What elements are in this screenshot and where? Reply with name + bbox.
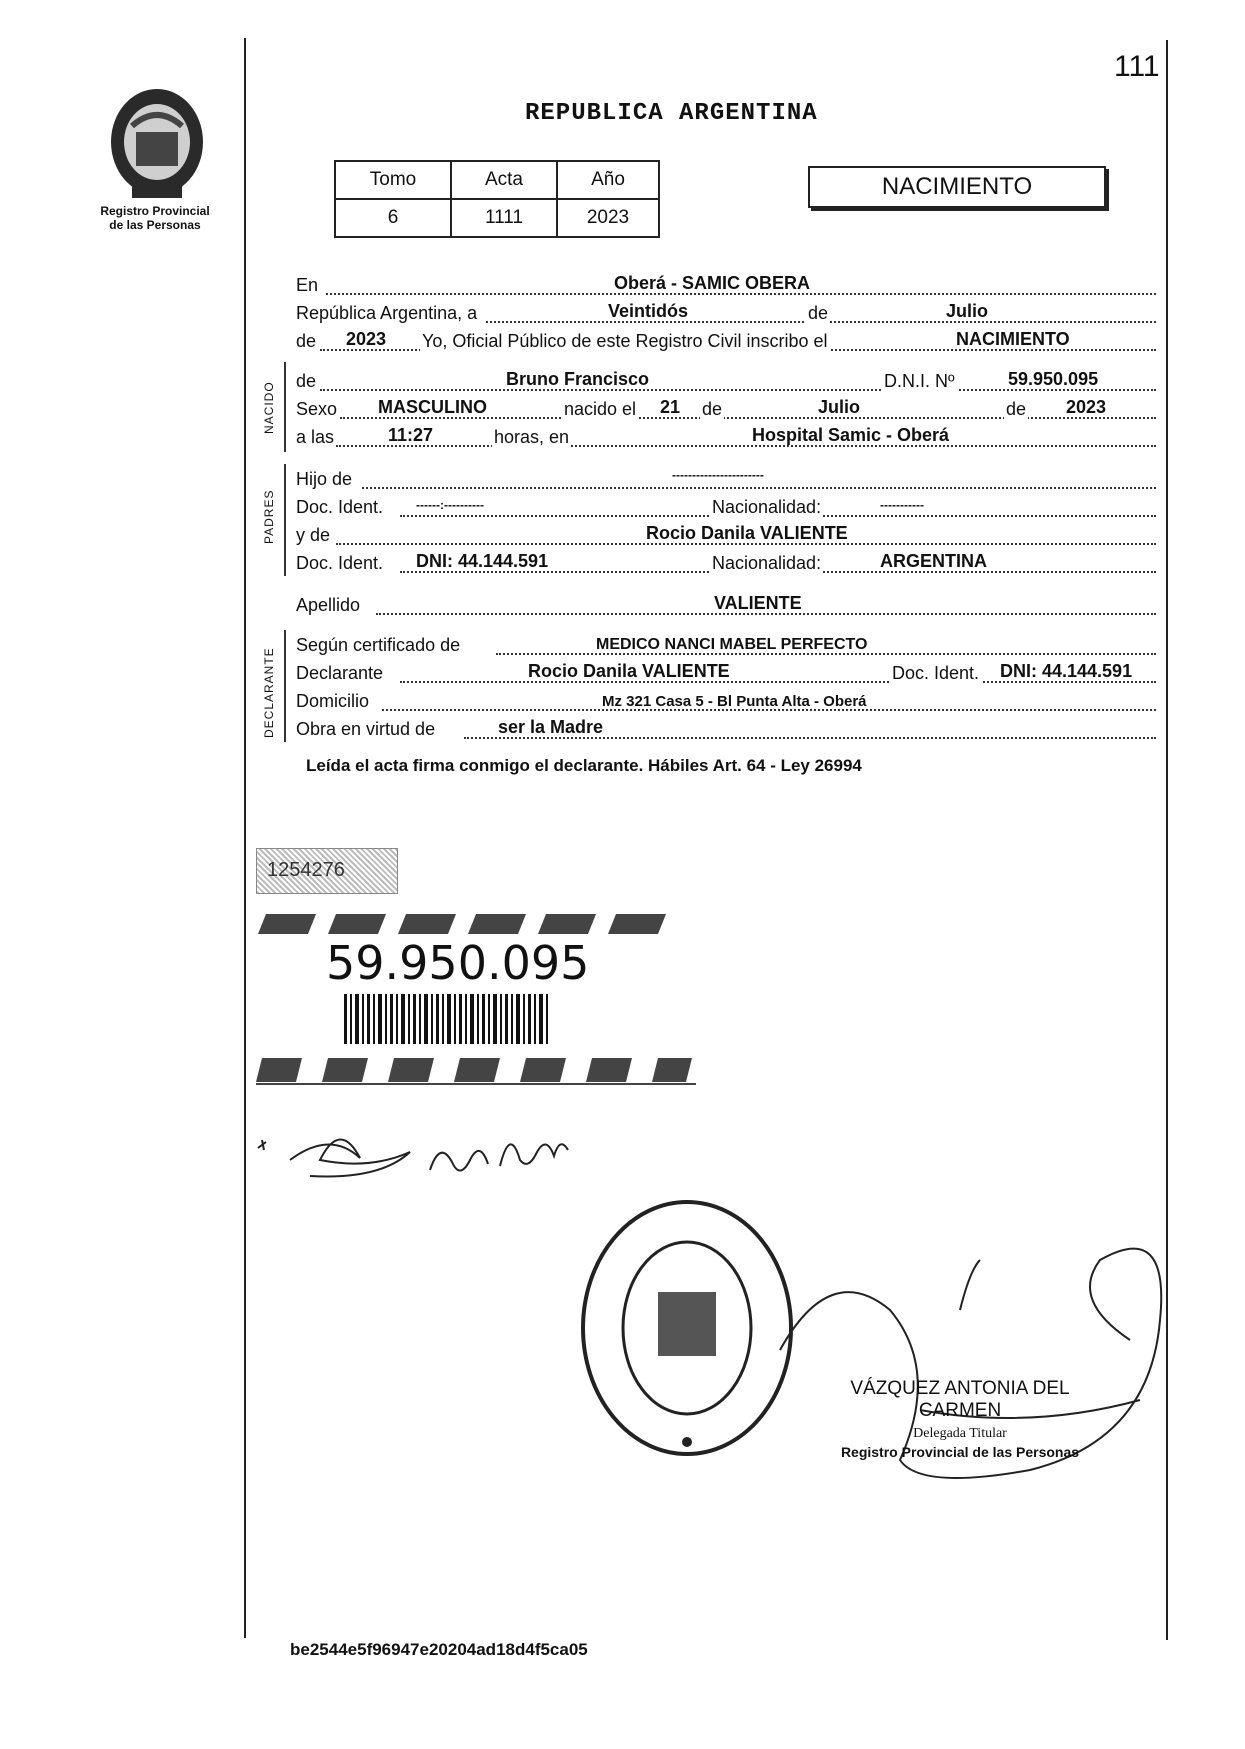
- certificado-label: Según certificado de: [296, 635, 461, 655]
- row-nacido-hora: [296, 424, 1156, 450]
- anio-value: 2023: [346, 329, 387, 349]
- certificado-value: MEDICO NANCI MABEL PERFECTO: [596, 636, 868, 653]
- madre-doc: DNI: 44.144.591: [416, 551, 549, 571]
- domicilio-value: Mz 321 Casa 5 - Bl Punta Alta - Oberá: [602, 693, 867, 710]
- legal-notice: Leída el acta firma conmigo el declarante. Hábiles Art. 64 - Ley 26994: [306, 756, 862, 775]
- value-anio: 2023: [557, 199, 659, 237]
- nacido-bracket: [284, 362, 286, 452]
- value-acta: 1111: [451, 199, 557, 237]
- registry-seal-icon: [578, 1196, 796, 1460]
- apellido-label: Apellido: [296, 595, 361, 615]
- padre-nac-label: Nacionalidad:: [712, 497, 822, 517]
- padre-nac: -----------: [880, 498, 924, 512]
- row-madre-doc: [296, 550, 1156, 576]
- dia-letras: Veintidós: [608, 301, 689, 321]
- row-en: [296, 272, 1156, 298]
- province-logo: [92, 86, 222, 206]
- row-madre: [296, 522, 1156, 548]
- declarant-signature: [250, 1100, 590, 1190]
- hora-label: a las: [296, 427, 335, 447]
- hora-value: 11:27: [388, 425, 434, 445]
- madre-nombre: Rocio Danila VALIENTE: [646, 523, 848, 543]
- registry-table-values: [335, 199, 659, 237]
- madre-doc-label: Doc. Ident.: [296, 553, 384, 573]
- nacido-dni: 59.950.095: [1008, 369, 1099, 389]
- page-number: 111: [1114, 50, 1160, 83]
- row-yo: [296, 328, 1156, 354]
- row-obra: [296, 716, 1156, 742]
- document-type-box: NACIMIENTO: [808, 166, 1106, 208]
- hijo-de-label: Hijo de: [296, 469, 353, 489]
- row-certificado: [296, 632, 1156, 658]
- declarante-bracket: [284, 630, 286, 742]
- declarante-doc-label: Doc. Ident.: [892, 663, 980, 683]
- padre-doc-label: Doc. Ident.: [296, 497, 384, 517]
- sticker-small-code: 1254276: [267, 859, 345, 881]
- horas-en-label: horas, en: [494, 427, 570, 447]
- signer-role: Delegada Titular: [913, 1426, 1007, 1441]
- misiones-seal-icon: [92, 86, 222, 206]
- row-hijo-de: [296, 466, 1156, 492]
- row-apellido: [296, 592, 1156, 618]
- logo-caption-line1: Registro Provincial: [100, 204, 210, 218]
- nacido-section-label: NACIDO: [262, 381, 276, 434]
- nacido-mes: Julio: [818, 397, 861, 417]
- sexo-label: Sexo: [296, 399, 338, 419]
- sticker-small-code-box: [256, 848, 398, 894]
- domicilio-label: Domicilio: [296, 691, 370, 711]
- declarante-label: Declarante: [296, 663, 384, 683]
- nacido-de3-label: de: [1006, 399, 1027, 419]
- sticker-id-number: 59.950.095: [326, 936, 590, 990]
- signer-office: Registro Provincial de las Personas: [840, 1444, 1080, 1460]
- madre-yde-label: y de: [296, 525, 331, 545]
- official-seal: [578, 1196, 796, 1460]
- signer-block: [820, 1378, 1100, 1460]
- obra-label: Obra en virtud de: [296, 719, 436, 739]
- registry-table-header: [335, 161, 659, 199]
- nacido-nombre: Bruno Francisco: [506, 369, 650, 389]
- logo-caption: [90, 204, 220, 232]
- republica-label: República Argentina, a: [296, 303, 478, 323]
- barcode-icon: [344, 994, 564, 1044]
- page-title: REPUBLICA ARGENTINA: [525, 100, 818, 127]
- value-tomo: 6: [335, 199, 451, 237]
- madre-nac-label: Nacionalidad:: [712, 553, 822, 573]
- de-label: de: [808, 303, 829, 323]
- header-anio: Año: [557, 161, 659, 199]
- declarante-section-label: DECLARANTE: [262, 647, 276, 738]
- row-declarante: [296, 660, 1156, 686]
- lugar-value: Hospital Samic - Oberá: [752, 425, 950, 445]
- declarante-value: Rocio Danila VALIENTE: [528, 661, 730, 681]
- en-label: En: [296, 275, 319, 295]
- apellido-value: VALIENTE: [714, 593, 802, 613]
- declarante-doc: DNI: 44.144.591: [1000, 661, 1133, 681]
- padre-nombre: -----------------------: [672, 468, 764, 482]
- id-sticker: [256, 848, 696, 1098]
- registry-table: [334, 160, 660, 238]
- dni-label: D.N.I. Nº: [884, 371, 955, 391]
- sticker-bottom-pattern: [256, 1054, 696, 1086]
- nacido-anio: 2023: [1066, 397, 1107, 417]
- padres-bracket: [284, 464, 286, 576]
- obra-value: ser la Madre: [498, 717, 604, 737]
- sticker-top-pattern: [256, 910, 696, 938]
- row-nacido-sexo: [296, 396, 1156, 422]
- de2-label: de: [296, 331, 317, 351]
- nacido-dia: 21: [660, 397, 681, 417]
- row-republica: [296, 300, 1156, 326]
- header-acta: Acta: [451, 161, 557, 199]
- row-padre-doc: [296, 494, 1156, 520]
- padre-doc: ------:----------: [416, 498, 484, 512]
- signer-name: VÁZQUEZ ANTONIA DEL CARMEN: [850, 1378, 1070, 1421]
- left-margin-line: [244, 38, 246, 1638]
- header-tomo: Tomo: [335, 161, 451, 199]
- yo-text: Yo, Oficial Público de este Registro Civil inscribo el: [422, 331, 828, 351]
- nacido-de-label: de: [296, 371, 317, 391]
- mes-value: Julio: [946, 301, 989, 321]
- row-domicilio: [296, 688, 1156, 714]
- padres-section-label: PADRES: [262, 489, 276, 544]
- document-hash: be2544e5f96947e20204ad18d4f5ca05: [290, 1640, 588, 1659]
- tipo-value: NACIMIENTO: [956, 329, 1070, 349]
- logo-caption-line2: de las Personas: [109, 218, 201, 232]
- row-nacido-nombre: [296, 368, 1156, 394]
- nacido-de2-label: de: [702, 399, 723, 419]
- madre-nac: ARGENTINA: [880, 551, 987, 571]
- sexo-value: MASCULINO: [378, 397, 487, 417]
- nacido-el-label: nacido el: [564, 399, 637, 419]
- en-value: Oberá - SAMIC OBERA: [614, 273, 811, 293]
